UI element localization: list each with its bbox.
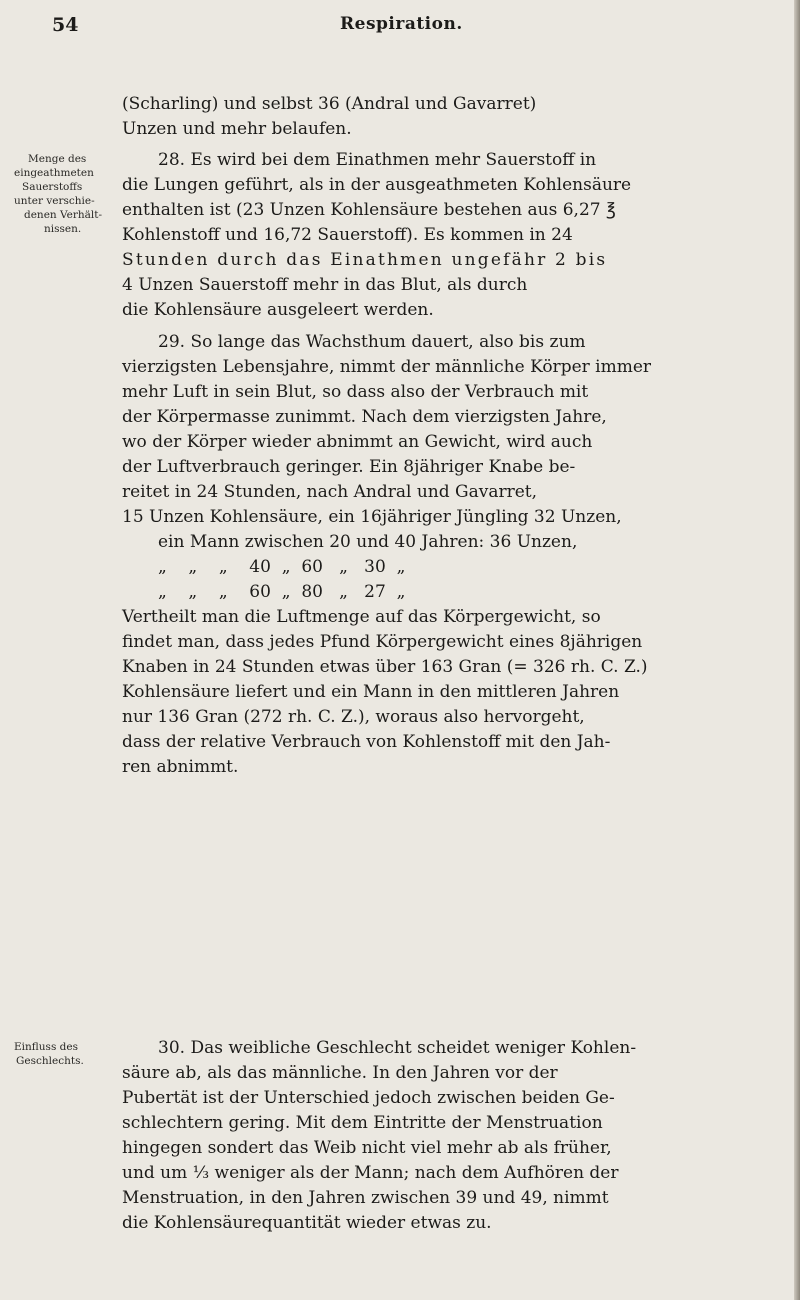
page-edge-shadow [794,0,800,1300]
paragraph-28 [122,148,762,323]
margin-note-sex [14,1040,114,1068]
text-line: nur 136 Gran (272 rh. C. Z.), woraus also hervorgeht, [122,707,585,727]
text-line: der Luftverbrauch geringer. Ein 8jähriger Knabe be- [122,457,576,477]
text-line: vierzigsten Lebensjahre, nimmt der männliche Körper immer [122,357,652,377]
page-number: 54 [52,14,79,36]
margin-note-line: Menge des [28,153,87,165]
margin-note-line: Einfluss des [14,1041,78,1053]
age-table-row: „ „ „ 60 „ 80 „ 27 „ [158,582,406,602]
margin-note-line: denen Verhält- [24,209,103,221]
text-line: dass der relative Verbrauch von Kohlenstoff mit den Jah- [122,732,611,752]
text-line: und um ⅓ weniger als der Mann; nach dem Aufhören der [122,1163,619,1183]
text-line: mehr Luft in sein Blut, so dass also der Verbrauch mit [122,382,589,402]
text-line: die Lungen geführt, als in der ausgeathmeten Kohlensäure [122,175,632,195]
text-line: Knaben in 24 Stunden etwas über 163 Gran (= 326 rh. C. Z.) [122,657,648,677]
text-line: ein Mann zwischen 20 und 40 Jahren: 36 Unzen, [158,532,578,552]
text-line: wo der Körper wieder abnimmt an Gewicht, wird auch [122,432,593,452]
margin-note-line: eingeathmeten [14,167,94,179]
text-line: Unzen und mehr belaufen. [122,119,352,139]
text-line: 28. Es wird bei dem Einathmen mehr Sauerstoff in [158,150,597,170]
text-line: 29. So lange das Wachsthum dauert, also bis zum [158,332,586,352]
paragraph-29 [122,330,762,780]
margin-note-line: unter verschie- [14,195,95,207]
text-line: säure ab, als das männliche. In den Jahren vor der [122,1063,558,1083]
text-line: 15 Unzen Kohlensäure, ein 16jähriger Jüngling 32 Unzen, [122,507,622,527]
text-line: Kohlenstoff und 16,72 Sauerstoff). Es kommen in 24 [122,225,573,245]
margin-note-line: Geschlechts. [16,1055,84,1067]
text-line: Kohlensäure liefert und ein Mann in den mittleren Jahren [122,682,620,702]
paragraph-30 [122,1036,762,1236]
running-head: Respiration. [340,14,463,34]
text-line: enthalten ist (23 Unzen Kohlensäure bestehen aus 6,27 ℥ [122,200,616,220]
text-line: 30. Das weibliche Geschlecht scheidet weniger Kohlen- [158,1038,637,1058]
margin-note-line: Sauerstoffs [22,181,83,193]
text-line: (Scharling) und selbst 36 (Andral und Gavarret) [122,94,537,114]
text-line: Pubertät ist der Unterschied jedoch zwischen beiden Ge- [122,1088,615,1108]
paragraph-intro [122,92,762,142]
page-header [0,14,800,44]
text-line: die Kohlensäure ausgeleert werden. [122,300,434,320]
text-line: die Kohlensäurequantität wieder etwas zu. [122,1213,492,1233]
margin-note-oxygen [14,152,114,236]
text-line: findet man, dass jedes Pfund Körpergewicht eines 8jährigen [122,632,643,652]
text-line: ren abnimmt. [122,757,239,777]
age-table-row: „ „ „ 40 „ 60 „ 30 „ [158,557,406,577]
text-line: reitet in 24 Stunden, nach Andral und Gavarret, [122,482,538,502]
text-line: Menstruation, in den Jahren zwischen 39 und 49, nimmt [122,1188,609,1208]
margin-note-line: nissen. [44,223,82,235]
text-line: Stunden durch das Einathmen ungefähr 2 bis [122,250,608,270]
text-line: hingegen sondert das Weib nicht viel mehr ab als früher, [122,1138,612,1158]
text-line: Vertheilt man die Luftmenge auf das Körpergewicht, so [122,607,601,627]
text-line: schlechtern gering. Mit dem Eintritte der Menstruation [122,1113,603,1133]
text-line: der Körpermasse zunimmt. Nach dem vierzigsten Jahre, [122,407,607,427]
text-line: 4 Unzen Sauerstoff mehr in das Blut, als durch [122,275,528,295]
